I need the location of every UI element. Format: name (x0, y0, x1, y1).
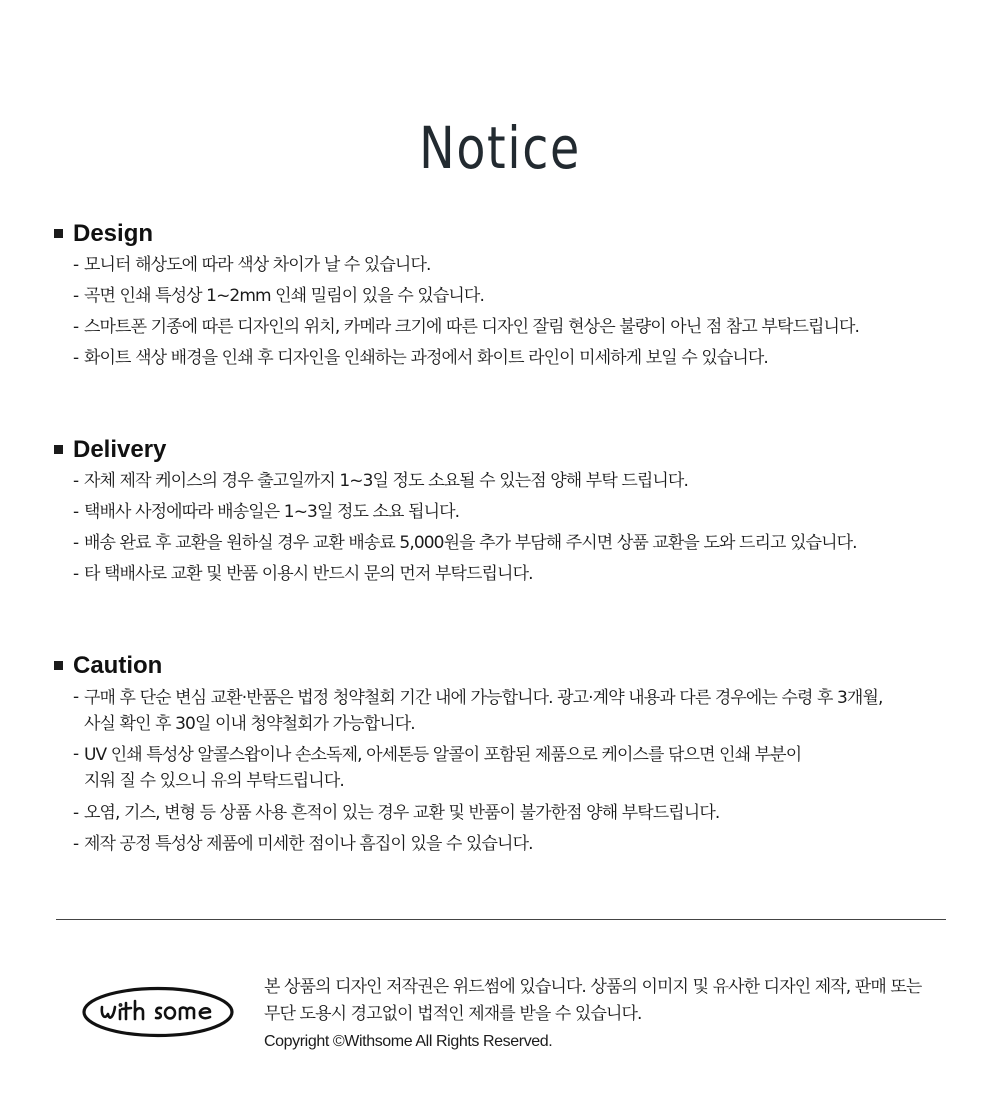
list-item: - 배송 완료 후 교환을 원하실 경우 교환 배송료 5,000원을 추가 부담해 주시면 상품 교환을 도와 드리고 있습니다. (74, 531, 954, 555)
copyright-notice (264, 974, 954, 1055)
section-heading-label: Delivery (73, 436, 167, 463)
section-heading-label: Caution (73, 652, 163, 679)
square-bullet-icon (54, 229, 63, 238)
list-item (74, 685, 954, 737)
list-item-line: 지워 질 수 있으니 유의 부탁드립니다. (84, 771, 344, 791)
list-item-line: 사실 확인 후 30일 이내 청약철회가 가능합니다. (84, 714, 415, 734)
section-heading-label: Design (73, 220, 154, 247)
copyright-text-line: 무단 도용시 경고없이 법적인 제재를 받을 수 있습니다. (264, 1004, 642, 1024)
notice-list (54, 469, 954, 586)
list-item: - 화이트 색상 배경을 인쇄 후 디자인을 인쇄하는 과정에서 화이트 라인이 미세하게 보일 수 있습니다. (74, 346, 954, 370)
list-item: - 모니터 해상도에 따라 색상 차이가 날 수 있습니다. (74, 253, 954, 277)
copyright-statement: Copyright ©Withsome All Rights Reserved. (264, 1033, 553, 1050)
list-item: - 자체 제작 케이스의 경우 출고일까지 1~3일 정도 소요될 수 있는점 양해 부탁 드립니다. (74, 469, 954, 493)
list-item: - 오염, 기스, 변형 등 상품 사용 흔적이 있는 경우 교환 및 반품이 불가한점 양해 부탁드립니다. (74, 801, 954, 825)
section-design (54, 218, 954, 370)
notice-list (54, 685, 954, 856)
square-bullet-icon (54, 661, 63, 670)
section-heading (54, 434, 954, 466)
list-item: - 곡면 인쇄 특성상 1~2mm 인쇄 밀림이 있을 수 있습니다. (74, 284, 954, 308)
copyright-text-line: 본 상품의 디자인 저작권은 위드썸에 있습니다. 상품의 이미지 및 유사한 디자인 제작, 판매 또는 (264, 977, 922, 997)
section-heading (54, 218, 954, 250)
notice-list (54, 253, 954, 370)
list-item-line: - UV 인쇄 특성상 알콜스왑이나 손소독제, 아세톤등 알콜이 포함된 제품으로 케이스를 닦으면 인쇄 부분이 (84, 745, 802, 765)
divider (56, 919, 946, 920)
section-delivery (54, 434, 954, 586)
section-heading (54, 650, 954, 682)
list-item: - 타 택배사로 교환 및 반품 이용시 반드시 문의 먼저 부탁드립니다. (74, 562, 954, 586)
square-bullet-icon (54, 445, 63, 454)
list-item: - 택배사 사정에따라 배송일은 1~3일 정도 소요 됩니다. (74, 500, 954, 524)
withsome-logo (82, 986, 234, 1038)
list-item (74, 742, 954, 794)
section-caution (54, 650, 954, 856)
list-item: - 스마트폰 기종에 따른 디자인의 위치, 카메라 크기에 따른 디자인 잘림 현상은 불량이 아닌 점 참고 부탁드립니다. (74, 315, 954, 339)
list-item: - 제작 공정 특성상 제품에 미세한 점이나 흠집이 있을 수 있습니다. (74, 832, 954, 856)
page-title: Notice (419, 113, 581, 182)
list-item-line: - 구매 후 단순 변심 교환·반품은 법정 청약철회 기간 내에 가능합니다. 광고·계약 내용과 다른 경우에는 수령 후 3개월, (84, 688, 883, 708)
